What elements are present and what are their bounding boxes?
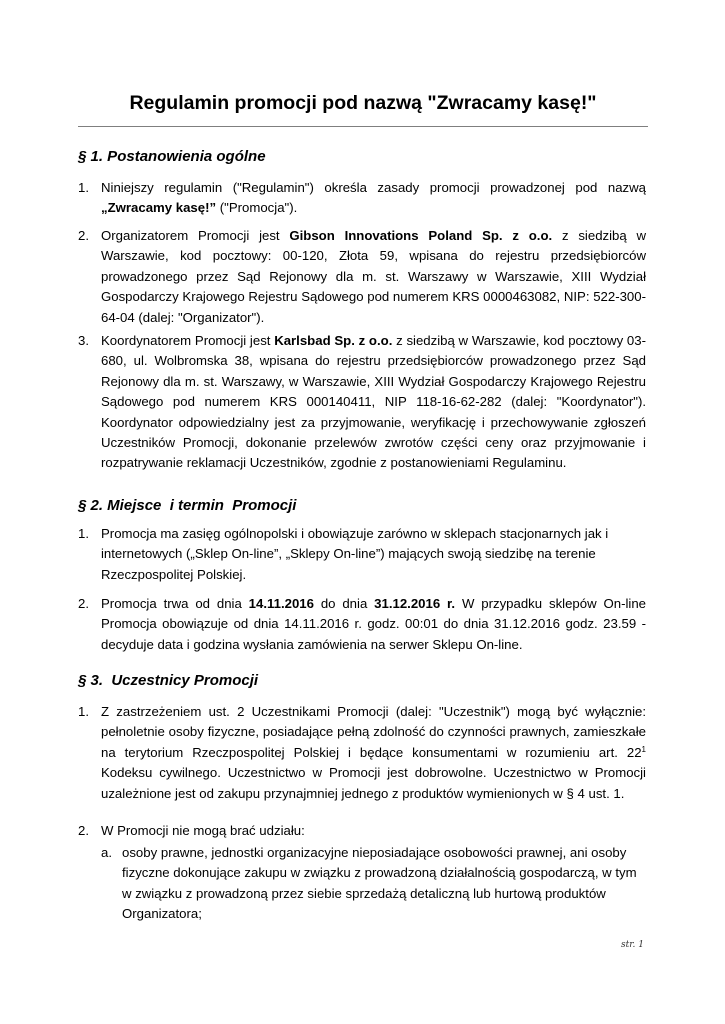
- item-text: Niniejszy regulamin ("Regulamin") określa zasady promocji prowadzonej pod nazwą „Zwracamy kasę!” ("Promocja").: [101, 180, 646, 216]
- section-3-item-2: [78, 821, 646, 841]
- section-1-item-2: [78, 226, 646, 328]
- section-1-item-3: [78, 331, 646, 474]
- section-1-title: § 1. Postanowienia ogólne: [78, 148, 266, 165]
- section-2-item-2: [78, 594, 646, 655]
- item-text: Koordynatorem Promocji jest Karlsbad Sp. z o.o. z siedzibą w Warszawie, kod pocztowy 03-680, ul. Wolbromska 38, wpisana do rejestru przedsiębiorców prowadzonego przez Sąd Rejonowy dla m. st. Warszawy, w Warszawie, XIII Wydział Gospodarczy Krajowego Rejestru Sądowego pod numerem KRS 000140411, NIP 118-16-62-282 (dalej: "Koordynator"). Koordynator odpowiedzialny jest za przyjmowanie, weryfikację i przechowywanie zgłoszeń Uczestników Promocji, dokonanie przelewów zwrotów części ceny oraz przyjmowanie i rozpatrywanie reklamacji Uczestników, zgodnie z postanowieniami Regulaminu.: [101, 333, 646, 471]
- item-number: 2.: [78, 823, 89, 838]
- section-3-item-1: [78, 702, 646, 804]
- item-text: Promocja trwa od dnia 14.11.2016 do dnia 31.12.2016 r. W przypadku sklepów On-line Promocja obowiązuje od dnia 14.11.2016 r. godz. 00:01 do dnia 31.12.2016 godz. 23.59 - decyduje data i godzina wysłania zamówienia na serwer Sklepu On-line.: [101, 596, 646, 652]
- section-1-item-1: [78, 178, 646, 219]
- item-number: 1.: [78, 526, 89, 541]
- item-number: 1.: [78, 180, 89, 195]
- subitem-letter: a.: [101, 845, 112, 860]
- item-text: Organizatorem Promocji jest Gibson Innovations Poland Sp. z o.o. z siedzibą w Warszawie, kod pocztowy: 00-120, Złota 59, wpisana do rejestru przedsiębiorców prowadzonego przez Sąd Rejonowy dla m. st. Warszawy w Warszawie, XIII Wydział Gospodarczy Krajowego Rejestru Sądowego pod numerem KRS 0000463082, NIP: 522-300-64-04 (dalej: "Organizator").: [101, 228, 647, 325]
- item-number: 2.: [78, 596, 89, 611]
- section-2-item-1: [78, 524, 646, 585]
- subitem-text: osoby prawne, jednostki organizacyjne nieposiadające osobowości prawnej, ani osoby fizyczne dokonujące zakupu w związku z prowadzoną działalnością gospodarczą, w tym w związku z prowadzoną przez siebie sprzedażą detaliczną lub hurtową produktów Organizatora;: [122, 845, 637, 922]
- item-text: W Promocji nie mogą brać udziału:: [101, 823, 305, 838]
- item-text: Promocja ma zasięg ogólnopolski i obowiązuje zarówno w sklepach stacjonarnych jak i internetowych („Sklep On-line”, „Sklepy On-line”) mających swoją siedzibę na terenie Rzeczpospolitej Polskiej.: [101, 526, 609, 582]
- item-text: Z zastrzeżeniem ust. 2 Uczestnikami Promocji (dalej: "Uczestnik") mogą być wyłącznie: pełnoletnie osoby fizyczne, posiadające pełną zdolność do czynności prawnych, zamieszkałe na terytorium Rzeczpospolitej Polskiej i będące konsumentami w rozumieniu art. $22^1$ Kodeksu cywilnego. Uczestnictwo w Promocji jest dobrowolne. Uczestnictwo w Promocji uzależnione jest od zakupu przynajmniej jednego z produktów wymienionych w § 4 ust. 1.: [101, 704, 646, 801]
- item-number: 3.: [78, 333, 89, 348]
- item-number: 2.: [78, 228, 89, 243]
- section-3-title: § 3. Uczestnicy Promocji: [78, 672, 259, 689]
- title-divider: [78, 126, 648, 127]
- section-3-item-2-subitem-a: [101, 843, 646, 925]
- section-2-title: § 2. Miejsce i termin Promocji: [78, 497, 297, 514]
- page-number: str. 1: [621, 940, 644, 950]
- item-number: 1.: [78, 704, 89, 719]
- document-title: Regulamin promocji pod nazwą "Zwracamy kasę!": [129, 92, 597, 114]
